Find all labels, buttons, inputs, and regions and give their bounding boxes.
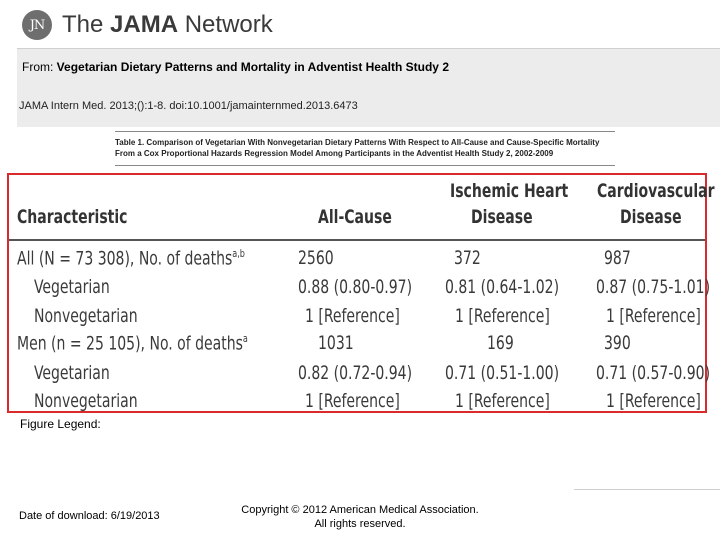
header-rule (9, 239, 705, 241)
cell-all-cause: 1031 (318, 332, 354, 354)
download-date: Date of download: 6/19/2013 (19, 510, 160, 522)
row-footnote-mark: a (242, 332, 248, 345)
cell-cvd: 390 (604, 332, 631, 354)
header-characteristic: Characteristic (17, 206, 128, 228)
article-info-panel (17, 48, 720, 127)
row-label: Vegetarian (34, 276, 110, 298)
article-title[interactable]: Vegetarian Dietary Patterns and Mortality in Adventist Health Study 2 (56, 60, 449, 74)
row-label: Nonvegetarian (34, 390, 138, 412)
footer-rule (574, 489, 720, 490)
copyright-line2: All rights reserved. (314, 518, 406, 530)
table-title-line1: Table 1. Comparison of Vegetarian With Nonvegetarian Dietary Patterns With Respect to All-Cause and Cause-Specific Mortality (115, 138, 600, 147)
cell-cvd: 1 [Reference] (606, 390, 701, 412)
citation: JAMA Intern Med. 2013;():1-8. doi:10.1001/jamainternmed.2013.6473 (19, 100, 358, 112)
article-from (22, 60, 449, 74)
cell-cvd: 987 (604, 247, 631, 269)
cell-all-cause: 1 [Reference] (305, 305, 400, 327)
header-cvd-line2: Disease (620, 206, 682, 228)
cell-cvd: 0.71 (0.57-0.90) (596, 362, 711, 384)
cell-ihd: 0.81 (0.64-1.02) (445, 276, 560, 298)
header-all-cause: All-Cause (318, 206, 392, 228)
brand-suffix: Network (178, 11, 273, 38)
header-ihd-line1: Ischemic Heart (450, 180, 569, 202)
copyright-line1: Copyright © 2012 American Medical Association. (241, 504, 479, 516)
cell-all-cause: 0.82 (0.72-0.94) (298, 362, 413, 384)
jama-logo (22, 10, 52, 40)
cell-ihd: 1 [Reference] (455, 305, 550, 327)
figure-legend-label: Figure Legend: (20, 417, 101, 431)
table-title (115, 137, 615, 159)
cell-ihd: 1 [Reference] (455, 390, 550, 412)
cell-all-cause: 1 [Reference] (305, 390, 400, 412)
table-title-line2: From a Cox Proportional Hazards Regression Model Among Participants in the Adventist Health Study 2, 2002-2009 (115, 149, 554, 158)
row-footnote-mark: a,b (232, 247, 245, 260)
copyright (220, 503, 500, 531)
table-title-rule (115, 165, 615, 166)
cell-cvd: 1 [Reference] (606, 305, 701, 327)
cell-ihd: 169 (487, 332, 514, 354)
brand-prefix: The (62, 11, 111, 38)
row-label: Men (n = 25 105), No. of deaths$^a$ (17, 332, 248, 355)
cell-cvd: 0.87 (0.75-1.01) (596, 276, 711, 298)
brand-title (62, 11, 273, 39)
header-cvd-line1: Cardiovascular (597, 180, 715, 202)
row-label: Nonvegetarian (34, 305, 138, 327)
brand-bold: JAMA (110, 11, 179, 38)
table-top-rule (115, 131, 615, 132)
from-label: From: (22, 60, 57, 74)
cell-ihd: 0.71 (0.51-1.00) (445, 362, 560, 384)
header-ihd-line2: Disease (471, 206, 533, 228)
cell-all-cause: 0.88 (0.80-0.97) (298, 276, 413, 298)
logo-text: JN (29, 17, 45, 33)
cell-all-cause: 2560 (298, 247, 334, 269)
cell-ihd: 372 (454, 247, 481, 269)
row-label: All (N = 73 308), No. of deaths$^{a,b}$ (17, 247, 245, 270)
row-label: Vegetarian (34, 362, 110, 384)
